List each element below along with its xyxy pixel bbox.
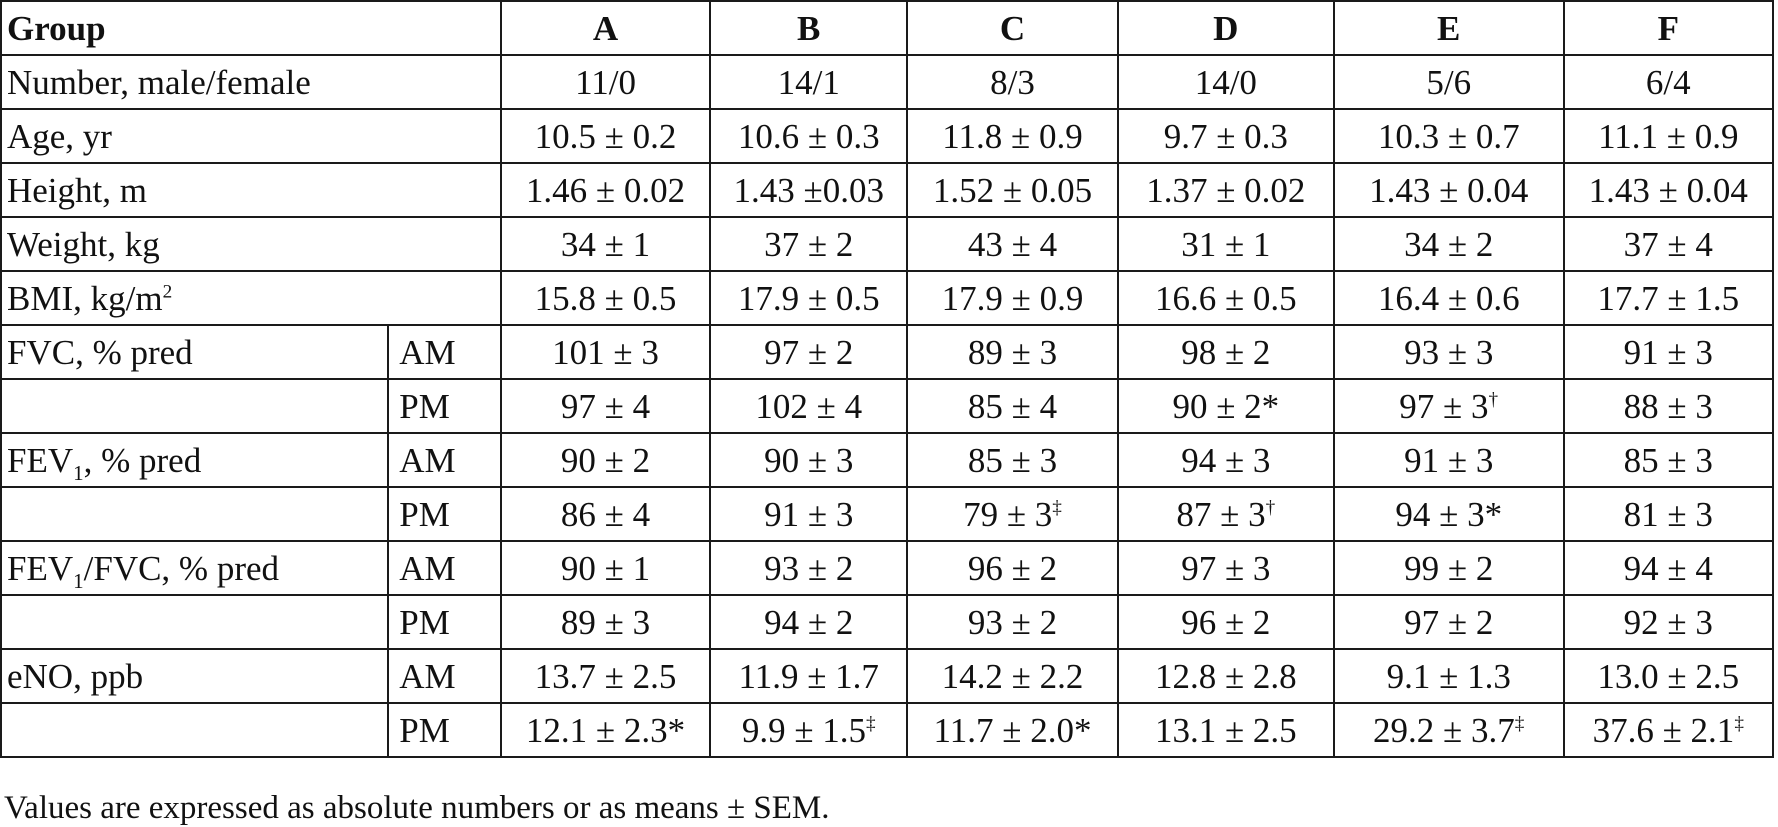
cell-value: 16.6 ± 0.5 — [1118, 271, 1334, 325]
cell-value: 89 ± 3 — [907, 325, 1118, 379]
row-time-label: PM — [388, 487, 501, 541]
cell-value: 9.1 ± 1.3 — [1334, 649, 1564, 703]
cell-value: 14/0 — [1118, 55, 1334, 109]
row-label: $FEV_1$, % pred — [1, 433, 388, 487]
row-time-label: PM — [388, 595, 501, 649]
cell-value: 10.6 ± 0.3 — [710, 109, 907, 163]
row-time-label: PM — [388, 379, 501, 433]
cell-value: 87 ± 3† — [1118, 487, 1334, 541]
cell-value: 11.7 ± 2.0* — [907, 703, 1118, 757]
cell-value: 98 ± 2 — [1118, 325, 1334, 379]
cell-value: 81 ± 3 — [1564, 487, 1773, 541]
cell-value: 1.52 ± 0.05 — [907, 163, 1118, 217]
cell-value: 13.1 ± 2.5 — [1118, 703, 1334, 757]
cell-value: 9.7 ± 0.3 — [1118, 109, 1334, 163]
row-label: Age, yr — [1, 109, 501, 163]
header-group-label: Group — [1, 1, 501, 55]
cell-value: 17.9 ± 0.9 — [907, 271, 1118, 325]
table-row — [1, 703, 1773, 757]
cell-value: 93 ± 2 — [907, 595, 1118, 649]
row-label: Weight, kg — [1, 217, 501, 271]
cell-value: 17.9 ± 0.5 — [710, 271, 907, 325]
cell-value: 91 ± 3 — [710, 487, 907, 541]
cell-value: 1.46 ± 0.02 — [501, 163, 710, 217]
table-row — [1, 163, 1773, 217]
header-col-f: F — [1564, 1, 1773, 55]
cell-value: 90 ± 2 — [501, 433, 710, 487]
cell-value: 13.7 ± 2.5 — [501, 649, 710, 703]
cell-value: 97 ± 2 — [1334, 595, 1564, 649]
cell-value: 93 ± 3 — [1334, 325, 1564, 379]
cell-value: 43 ± 4 — [907, 217, 1118, 271]
table-row — [1, 55, 1773, 109]
cell-value: 14/1 — [710, 55, 907, 109]
cell-value: 34 ± 2 — [1334, 217, 1564, 271]
cell-value: 14.2 ± 2.2 — [907, 649, 1118, 703]
cell-value: 99 ± 2 — [1334, 541, 1564, 595]
row-time-label: AM — [388, 541, 501, 595]
table-row — [1, 487, 1773, 541]
row-label — [1, 703, 388, 757]
row-time-label: AM — [388, 649, 501, 703]
cell-value: 11.1 ± 0.9 — [1564, 109, 1773, 163]
header-col-a: A — [501, 1, 710, 55]
cell-value: 93 ± 2 — [710, 541, 907, 595]
row-time-label: PM — [388, 703, 501, 757]
cell-value: 97 ± 2 — [710, 325, 907, 379]
table-row — [1, 271, 1773, 325]
cell-value: 1.43 ± 0.04 — [1564, 163, 1773, 217]
cell-value: 85 ± 3 — [907, 433, 1118, 487]
cell-value: 97 ± 3 — [1118, 541, 1334, 595]
cell-value: 13.0 ± 2.5 — [1564, 649, 1773, 703]
table-row — [1, 109, 1773, 163]
cell-value: 1.37 ± 0.02 — [1118, 163, 1334, 217]
cell-value: 1.43 ±0.03 — [710, 163, 907, 217]
cell-value: 37.6 ± 2.1‡ — [1564, 703, 1773, 757]
cell-value: 37 ± 4 — [1564, 217, 1773, 271]
cell-value: 16.4 ± 0.6 — [1334, 271, 1564, 325]
cell-value: 94 ± 3* — [1334, 487, 1564, 541]
cell-value: 96 ± 2 — [1118, 595, 1334, 649]
table-row — [1, 595, 1773, 649]
row-label: Height, m — [1, 163, 501, 217]
cell-value: 96 ± 2 — [907, 541, 1118, 595]
table-row — [1, 325, 1773, 379]
cell-value: 8/3 — [907, 55, 1118, 109]
cell-value: 101 ± 3 — [501, 325, 710, 379]
row-label — [1, 379, 388, 433]
cell-value: 10.5 ± 0.2 — [501, 109, 710, 163]
table-footnote: Values are expressed as absolute numbers or as means ± SEM. — [4, 790, 830, 826]
cell-value: 90 ± 3 — [710, 433, 907, 487]
row-label: FVC, % pred — [1, 325, 388, 379]
table-row — [1, 541, 1773, 595]
cell-value: 89 ± 3 — [501, 595, 710, 649]
cell-value: 29.2 ± 3.7‡ — [1334, 703, 1564, 757]
row-label — [1, 595, 388, 649]
cell-value: 102 ± 4 — [710, 379, 907, 433]
table-row — [1, 433, 1773, 487]
cell-value: 94 ± 2 — [710, 595, 907, 649]
cell-value: 91 ± 3 — [1334, 433, 1564, 487]
row-label: BMI, $kg/m^2$ — [1, 271, 501, 325]
cell-value: 97 ± 4 — [501, 379, 710, 433]
cell-value: 94 ± 3 — [1118, 433, 1334, 487]
header-col-c: C — [907, 1, 1118, 55]
cell-value: 97 ± 3† — [1334, 379, 1564, 433]
table-row — [1, 379, 1773, 433]
header-col-b: B — [710, 1, 907, 55]
cell-value: 6/4 — [1564, 55, 1773, 109]
cell-value: 11/0 — [501, 55, 710, 109]
cell-value: 34 ± 1 — [501, 217, 710, 271]
cell-value: 79 ± 3‡ — [907, 487, 1118, 541]
cell-value: 15.8 ± 0.5 — [501, 271, 710, 325]
cell-value: 1.43 ± 0.04 — [1334, 163, 1564, 217]
cell-value: 10.3 ± 0.7 — [1334, 109, 1564, 163]
cell-value: 90 ± 1 — [501, 541, 710, 595]
cell-value: 31 ± 1 — [1118, 217, 1334, 271]
table-row — [1, 649, 1773, 703]
cell-value: 94 ± 4 — [1564, 541, 1773, 595]
cell-value: 5/6 — [1334, 55, 1564, 109]
cell-value: 86 ± 4 — [501, 487, 710, 541]
table-body — [1, 1, 1773, 757]
row-label: $FEV_1$/FVC, % pred — [1, 541, 388, 595]
row-label: Number, male/female — [1, 55, 501, 109]
cell-value: 85 ± 3 — [1564, 433, 1773, 487]
cell-value: 12.1 ± 2.3* — [501, 703, 710, 757]
header-col-d: D — [1118, 1, 1334, 55]
cell-value: 37 ± 2 — [710, 217, 907, 271]
cell-value: 11.9 ± 1.7 — [710, 649, 907, 703]
cell-value: 12.8 ± 2.8 — [1118, 649, 1334, 703]
row-time-label: AM — [388, 433, 501, 487]
cell-value: 88 ± 3 — [1564, 379, 1773, 433]
cell-value: 92 ± 3 — [1564, 595, 1773, 649]
cell-value: 91 ± 3 — [1564, 325, 1773, 379]
cell-value: 90 ± 2* — [1118, 379, 1334, 433]
row-label: eNO, ppb — [1, 649, 388, 703]
header-col-e: E — [1334, 1, 1564, 55]
row-label — [1, 487, 388, 541]
header-row — [1, 1, 1773, 55]
row-time-label: AM — [388, 325, 501, 379]
cell-value: 17.7 ± 1.5 — [1564, 271, 1773, 325]
cell-value: 9.9 ± 1.5‡ — [710, 703, 907, 757]
cell-value: 11.8 ± 0.9 — [907, 109, 1118, 163]
table-row — [1, 217, 1773, 271]
cell-value: 85 ± 4 — [907, 379, 1118, 433]
